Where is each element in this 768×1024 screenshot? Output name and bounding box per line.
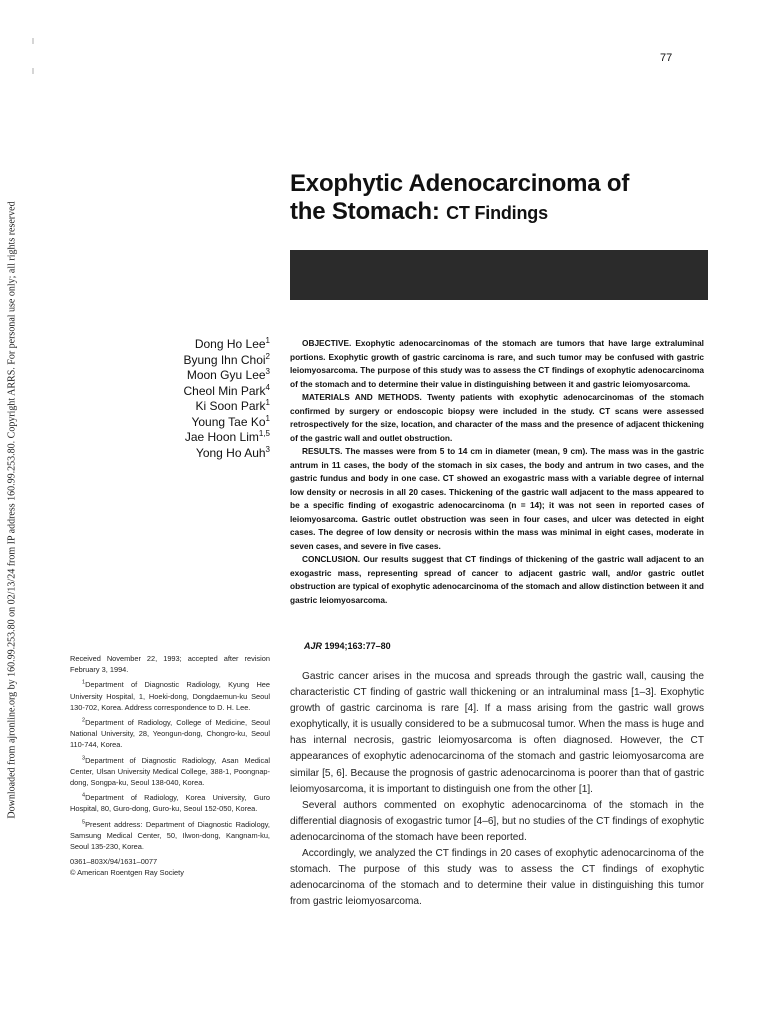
body-paragraph: Gastric cancer arises in the mucosa and spreads through the gastric wall, causing the characteristic CT finding of gastric wall thickening or an intraluminal mass [1–3]. Exophytic growth of gastric carcinoma is rare [4]. If a mass arising from the gastric wall grows exophytically, it is usually considered to be a submucosal tumor. When the mass is huge and has internal necrosis, gastric leiomyosarcoma is often diagnosed. However, the CT appearances of exophytic adenocarcinoma of the stomach and gastric leiomyosarcoma are similar [5, 6]. Because the prognosis of gastric adenocarcinoma is poorer than that of gastric leiomyosarcoma, it is important to distinguish one from the other [1].	[290, 671, 704, 795]
scan-mark	[32, 68, 34, 74]
page-number: 77	[660, 52, 673, 64]
author	[110, 415, 270, 431]
title-bar	[290, 250, 708, 300]
body-text	[290, 669, 704, 910]
affiliation-text: Department of Radiology, Korea University, Guro Hospital, 80, Guro-dong, Guro-ku, Seoul 152-050, Korea.	[70, 793, 270, 814]
author-name: Moon Gyu Lee	[186, 368, 266, 382]
footnotes	[70, 653, 270, 879]
author	[110, 399, 270, 415]
affiliation-marker: 2	[82, 717, 86, 724]
author	[110, 446, 270, 462]
affiliation-text: Present address: Department of Diagnostic Radiology, Samsung Medical Center, 50, Ilwon-dong, Kangnam-ku, Seoul 135-230, Korea.	[70, 819, 270, 852]
article-title	[290, 170, 710, 227]
citation-volume-pages: 1994;163:77–80	[324, 641, 391, 651]
author-name: Dong Ho Lee	[194, 337, 266, 351]
article-subtitle: CT Findings	[446, 203, 548, 223]
affiliation-text: Department of Radiology, College of Medicine, Seoul National University, 28, Yeongun-dong, Chongro-ku, Seoul 110-744, Korea.	[70, 718, 270, 750]
affiliation-marker: 5	[82, 819, 86, 826]
author-name: Young Tae Ko	[191, 414, 266, 429]
received-date: Received November 22, 1993; accepted after revision February 3, 1994.	[70, 654, 270, 675]
author-name: Yong Ho Auh	[195, 445, 266, 460]
author-affiliation: 1,5	[258, 429, 270, 438]
affiliation-note-1	[70, 679, 270, 713]
author-affiliation: 3	[265, 367, 270, 376]
affiliation-note-4	[70, 792, 270, 814]
scan-mark	[32, 38, 34, 44]
affiliation-note-3	[70, 755, 270, 789]
author-name: Byung Ihn Choi	[183, 352, 266, 367]
affiliation-marker: 3	[82, 755, 86, 762]
author-affiliation: 2	[265, 351, 270, 361]
author-affiliation: 3	[265, 444, 270, 454]
author	[110, 430, 270, 446]
citation	[304, 641, 391, 651]
author-name: Jae Hoon Lim	[184, 430, 259, 444]
affiliation-note-2	[70, 717, 270, 751]
issn: 0361–803X/94/1631–0077	[70, 857, 158, 867]
abstract-methods: MATERIALS AND METHODS. Twenty patients with exophytic adenocarcinomas of the stomach confirmed by surgery or endoscopic biopsy were included in the study. CT scans were assessed retrospectively for the size, location, and character of the mass and the presence of adjacent thickening of the gastric wall and outlet obstruction.	[290, 392, 704, 443]
body-paragraph: Accordingly, we analyzed the CT findings in 20 cases of exophytic adenocarcinoma of the stomach. The purpose of this study was to assess the CT findings of exophytic adenocarcinoma of the stomach and to determine their value in distinguishing this tumor from gastric leiomyosarcoma.	[290, 848, 704, 908]
affiliation-marker: 4	[82, 792, 86, 799]
affiliation-note-5	[70, 819, 270, 853]
author-name: Ki Soon Park	[195, 399, 266, 413]
author-list	[110, 337, 270, 461]
author	[110, 384, 270, 400]
author-affiliation: 1	[265, 413, 270, 423]
affiliation-text: Department of Diagnostic Radiology, Asan Medical Center, Ulsan University Medical College, 388-1, Poongnap-dong, Songpa-ku, Seoul 138-040, Korea.	[70, 755, 270, 788]
title-line-2	[290, 198, 710, 227]
author-affiliation: 1	[265, 336, 270, 345]
author-affiliation: 4	[265, 382, 270, 392]
affiliation-text: Department of Diagnostic Radiology, Kyung Hee University Hospital, 1, Hoeki-dong, Dongdaemun-ku Seoul 130-702, Korea. Address correspondence to D. H. Lee.	[70, 680, 270, 712]
author	[110, 353, 270, 369]
download-notice-text: Downloaded from ajronline.org by 160.99.253.80 on 02/13/24 from IP address 160.99.253.80. Copyright ARRS. For personal use only; all rights reserved	[6, 201, 18, 819]
author-affiliation: 1	[265, 398, 270, 407]
copyright: © American Roentgen Ray Society	[70, 868, 184, 878]
author	[110, 368, 270, 384]
abstract	[290, 337, 704, 607]
affiliation-marker: 1	[82, 679, 86, 686]
abstract-results: RESULTS. The masses were from 5 to 14 cm in diameter (mean, 9 cm). The mass was in the gastric antrum in 11 cases, the body of the stomach in six cases, the body and antrum in two cases, and the gastric fundus and body in one case. CT showed an exogastric mass with a variable degree of internal low density or necrosis in all 20 cases. Thickening of the gastric wall adjacent to the mass appeared to be a specific finding of exogastric adenocarcinoma (n = 14); it was not seen in reported cases of leiomyosarcoma. Gastric outlet obstruction was seen in four cases, and ulcer was detected in eight cases. The degree of low density or necrosis within the mass was minimal in eight cases, moderate in seven cases, and severe in five cases.	[290, 446, 704, 551]
abstract-objective: OBJECTIVE. Exophytic adenocarcinomas of the stomach are tumors that have large extraluminal portions. Exophytic growth of gastric carcinoma is rare, and such tumor may be confused with gastric leiomyosarcoma. The purpose of this study was to assess the CT findings of exophytic adenocarcinoma of the stomach and to determine their value in distinguishing between it and gastric leiomyosarcoma.	[290, 338, 704, 389]
title-line-2-text: the Stomach:	[290, 198, 440, 225]
citation-journal: AJR	[304, 641, 323, 651]
author	[110, 337, 270, 353]
author-name: Cheol Min Park	[183, 383, 266, 398]
body-paragraph: Several authors commented on exophytic adenocarcinoma of the stomach in the differential diagnosis of exogastric tumor [4–6], but no studies of the CT findings of exophytic adenocarcinoma of the stomach have been reported.	[290, 799, 704, 843]
abstract-conclusion: CONCLUSION. Our results suggest that CT findings of thickening of the gastric wall adjacent to an exogastric mass, representing spread of cancer to adjacent gastric wall, and/or gastric outlet obstruction are typical of exophytic adenocarcinoma of the stomach and allow distinction between it and gastric leiomyosarcoma.	[290, 554, 704, 605]
title-line-1: Exophytic Adenocarcinoma of	[290, 170, 630, 197]
